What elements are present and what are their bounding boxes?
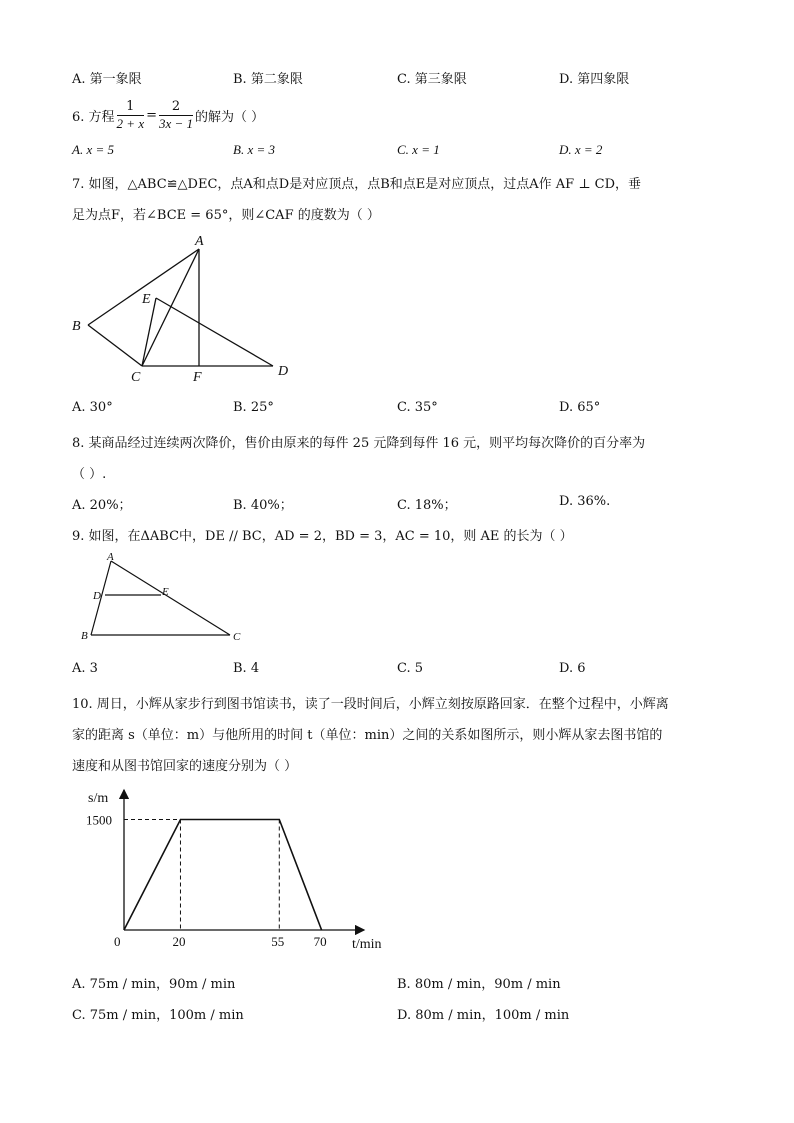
q9-segment-ac <box>111 561 230 635</box>
q9-label-c: C <box>233 631 241 643</box>
q5-option-a: A. 第一象限 <box>72 72 142 87</box>
q8-option-c: C. 18%； <box>397 498 457 513</box>
x-tick-label: 70 <box>313 934 327 949</box>
x-axis-label: t/min <box>352 937 382 952</box>
q7-label-e: E <box>142 292 151 307</box>
question-10-line-2: 家的距离 s（单位：m）与他所用的时间 t（单位：min）之间的关系如图所示，则小辉从家去图书馆的 <box>72 728 663 743</box>
q9-option-a: A. 3 <box>72 661 98 676</box>
x-tick-label: 55 <box>271 934 285 949</box>
q9-option-b: B. 4 <box>233 661 260 676</box>
q6-suffix: 的解为（ ） <box>195 109 265 125</box>
q10-option-a: A. 75m / min，90m / min <box>72 977 236 992</box>
q6-frac1-numerator: 1 <box>117 99 145 116</box>
q7-option-d: D. 65° <box>559 400 601 415</box>
q6-option-b: B. x = 3 <box>233 142 275 157</box>
q6-fraction-1 <box>117 99 145 132</box>
q5-option-c: C. 第三象限 <box>397 72 467 87</box>
x-tick-label: 20 <box>172 934 186 949</box>
q7-label-c: C <box>131 370 141 385</box>
q5-option-b: B. 第二象限 <box>233 72 303 87</box>
q6-frac2-denominator: 3x − 1 <box>159 115 194 131</box>
q7-segment-ce <box>142 298 156 366</box>
q6-prefix: 6. 方程 <box>72 109 115 125</box>
q6-option-c: C. x = 1 <box>397 142 440 157</box>
q7-label-b: B <box>72 319 81 334</box>
q9-option-d: D. 6 <box>559 661 586 676</box>
q9-label-a: A <box>107 551 114 563</box>
distance-time-chart <box>80 780 400 955</box>
question-9-stem: 9. 如图，在ΔABC中，DE // BC，AD = 2，BD = 3，AC = 10，则 AE 的长为（ ） <box>72 529 573 544</box>
question-7-line-1: 7. 如图，△ABC≌△DEC，点A和点D是对应顶点，点B和点E是对应顶点，过点A作 AF ⊥ CD，垂 <box>72 177 642 192</box>
series-line <box>124 820 322 931</box>
q6-option-d: D. x = 2 <box>559 142 603 157</box>
question-10-line-3: 速度和从图书馆回家的速度分别为（ ） <box>72 759 298 774</box>
q7-label-a: A <box>195 234 204 249</box>
question-8-line-2: （ ）. <box>72 467 107 482</box>
q10-option-c: C. 75m / min，100m / min <box>72 1008 244 1023</box>
q7-segment-ca <box>142 249 199 366</box>
q7-segment-ed <box>156 298 273 366</box>
q7-option-c: C. 35° <box>397 400 438 415</box>
q10-option-b: B. 80m / min，90m / min <box>397 977 561 992</box>
q9-label-d: D <box>93 590 101 602</box>
question-7-line-2: 足为点F，若∠BCE = 65°，则∠CAF 的度数为（ ） <box>72 208 380 223</box>
q7-option-a: A. 30° <box>72 400 113 415</box>
y-tick-label: 1500 <box>86 812 112 828</box>
q9-label-b: B <box>81 630 88 642</box>
q10-option-d: D. 80m / min，100m / min <box>397 1008 570 1023</box>
question-8-line-1: 8. 某商品经过连续两次降价，售价由原来的每件 25 元降到每件 16 元，则平均每次降价的百分率为 <box>72 436 646 451</box>
q7-triangle-figure <box>66 228 306 388</box>
q9-option-c: C. 5 <box>397 661 424 676</box>
q7-option-b: B. 25° <box>233 400 274 415</box>
q7-segment-bc <box>88 325 142 366</box>
q8-option-d: D. 36%. <box>559 494 611 509</box>
x-tick-label: 0 <box>114 934 121 949</box>
q8-option-a: A. 20%； <box>72 498 132 513</box>
q6-frac2-numerator: 2 <box>159 99 193 116</box>
q6-frac1-denominator: 2 + x <box>116 115 145 131</box>
q6-equals: = <box>146 107 157 123</box>
question-10-line-1: 10. 周日，小辉从家步行到图书馆读书，读了一段时间后，小辉立刻按原路回家．在整个过程中，小辉离 <box>72 697 669 712</box>
q7-label-d: D <box>278 364 289 379</box>
q6-option-a: A. x = 5 <box>72 142 114 157</box>
q6-fraction-2 <box>159 99 193 132</box>
q7-label-f: F <box>193 370 202 385</box>
question-6-stem <box>72 95 264 135</box>
q9-triangle-figure <box>76 550 251 646</box>
y-axis-label: s/m <box>88 791 109 806</box>
q8-option-b: B. 40%； <box>233 498 293 513</box>
q5-option-d: D. 第四象限 <box>559 72 630 87</box>
q9-label-e: E <box>162 586 169 598</box>
